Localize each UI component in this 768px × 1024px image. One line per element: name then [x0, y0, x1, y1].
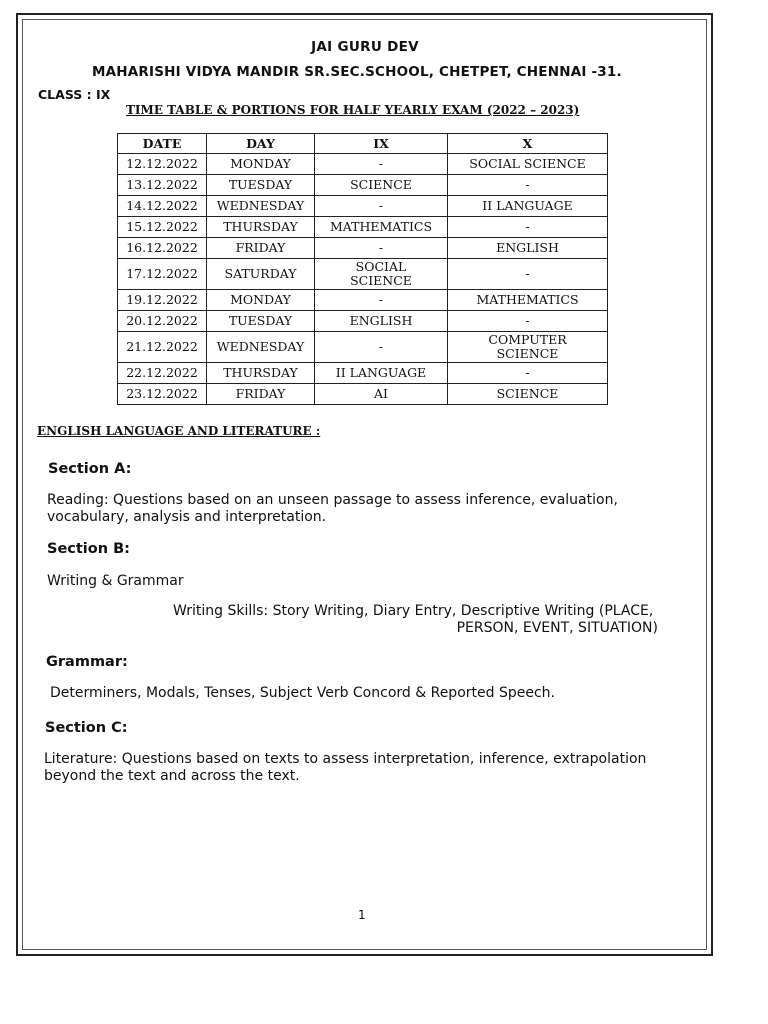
cell-date: 15.12.2022	[118, 217, 207, 238]
timetable-header-row	[118, 134, 608, 154]
cell-x: -	[448, 363, 608, 384]
cell-x: -	[448, 311, 608, 332]
cell-day: FRIDAY	[207, 238, 315, 259]
column-header-date: DATE	[118, 134, 207, 154]
cell-date: 19.12.2022	[118, 290, 207, 311]
cell-ix: -	[315, 154, 448, 175]
section-c-title: Section C:	[45, 720, 128, 736]
cell-date: 12.12.2022	[118, 154, 207, 175]
page-number: 1	[358, 908, 366, 922]
section-a-text-line2: vocabulary, analysis and interpretation.	[47, 509, 327, 525]
cell-ix: SCIENCE	[315, 175, 448, 196]
table-row	[118, 196, 608, 217]
cell-x: SCIENCE	[448, 384, 608, 405]
cell-date: 22.12.2022	[118, 363, 207, 384]
table-row	[118, 238, 608, 259]
class-label: CLASS : IX	[38, 87, 111, 102]
cell-date: 14.12.2022	[118, 196, 207, 217]
cell-day: THURSDAY	[207, 217, 315, 238]
cell-date: 23.12.2022	[118, 384, 207, 405]
cell-ix: MATHEMATICS	[315, 217, 448, 238]
cell-ix: AI	[315, 384, 448, 405]
section-a-text-line1: Reading: Questions based on an unseen passage to assess inference, evaluation,	[47, 492, 618, 508]
cell-day: MONDAY	[207, 154, 315, 175]
cell-day: WEDNESDAY	[207, 196, 315, 217]
column-header-x: X	[448, 134, 608, 154]
section-c-text-line2: beyond the text and across the text.	[44, 768, 300, 784]
grammar-text: Determiners, Modals, Tenses, Subject Verb Concord & Reported Speech.	[50, 685, 555, 701]
cell-day: TUESDAY	[207, 311, 315, 332]
table-row	[118, 259, 608, 290]
section-c-text-line1: Literature: Questions based on texts to assess interpretation, inference, extrapolation	[44, 751, 647, 767]
cell-x: COMPUTER SCIENCE	[448, 332, 608, 363]
cell-ix: -	[315, 332, 448, 363]
cell-x: ENGLISH	[448, 238, 608, 259]
section-b-title: Section B:	[47, 541, 130, 557]
cell-x: -	[448, 175, 608, 196]
cell-date: 16.12.2022	[118, 238, 207, 259]
table-row	[118, 311, 608, 332]
timetable-title: TIME TABLE & PORTIONS FOR HALF YEARLY EXAM (2022 – 2023)	[126, 103, 580, 117]
english-heading: ENGLISH LANGUAGE AND LITERATURE :	[37, 424, 321, 438]
cell-date: 21.12.2022	[118, 332, 207, 363]
column-header-day: DAY	[207, 134, 315, 154]
cell-date: 17.12.2022	[118, 259, 207, 290]
writing-skills-line2: PERSON, EVENT, SITUATION)	[456, 620, 658, 636]
table-row	[118, 384, 608, 405]
column-header-ix: IX	[315, 134, 448, 154]
cell-ix: SOCIAL SCIENCE	[315, 259, 448, 290]
grammar-title: Grammar:	[46, 654, 128, 670]
cell-x: II LANGUAGE	[448, 196, 608, 217]
table-row	[118, 154, 608, 175]
cell-day: FRIDAY	[207, 384, 315, 405]
cell-ix: -	[315, 290, 448, 311]
cell-x: -	[448, 259, 608, 290]
cell-day: SATURDAY	[207, 259, 315, 290]
cell-day: THURSDAY	[207, 363, 315, 384]
cell-day: MONDAY	[207, 290, 315, 311]
cell-x: SOCIAL SCIENCE	[448, 154, 608, 175]
table-row	[118, 290, 608, 311]
section-a-title: Section A:	[48, 461, 132, 477]
table-row	[118, 175, 608, 196]
cell-day: TUESDAY	[207, 175, 315, 196]
cell-ix: -	[315, 238, 448, 259]
cell-x: -	[448, 217, 608, 238]
cell-ix: ENGLISH	[315, 311, 448, 332]
table-row	[118, 332, 608, 363]
cell-x: MATHEMATICS	[448, 290, 608, 311]
school-motto: JAI GURU DEV	[311, 39, 419, 55]
timetable	[117, 133, 608, 405]
cell-ix: -	[315, 196, 448, 217]
cell-date: 13.12.2022	[118, 175, 207, 196]
writing-skills-line1: Writing Skills: Story Writing, Diary Entry, Descriptive Writing (PLACE,	[173, 603, 654, 619]
section-b-subtitle: Writing & Grammar	[47, 573, 184, 589]
table-row	[118, 217, 608, 238]
school-name: MAHARISHI VIDYA MANDIR SR.SEC.SCHOOL, CHETPET, CHENNAI -31.	[92, 64, 622, 80]
cell-ix: II LANGUAGE	[315, 363, 448, 384]
table-row	[118, 363, 608, 384]
cell-day: WEDNESDAY	[207, 332, 315, 363]
cell-date: 20.12.2022	[118, 311, 207, 332]
